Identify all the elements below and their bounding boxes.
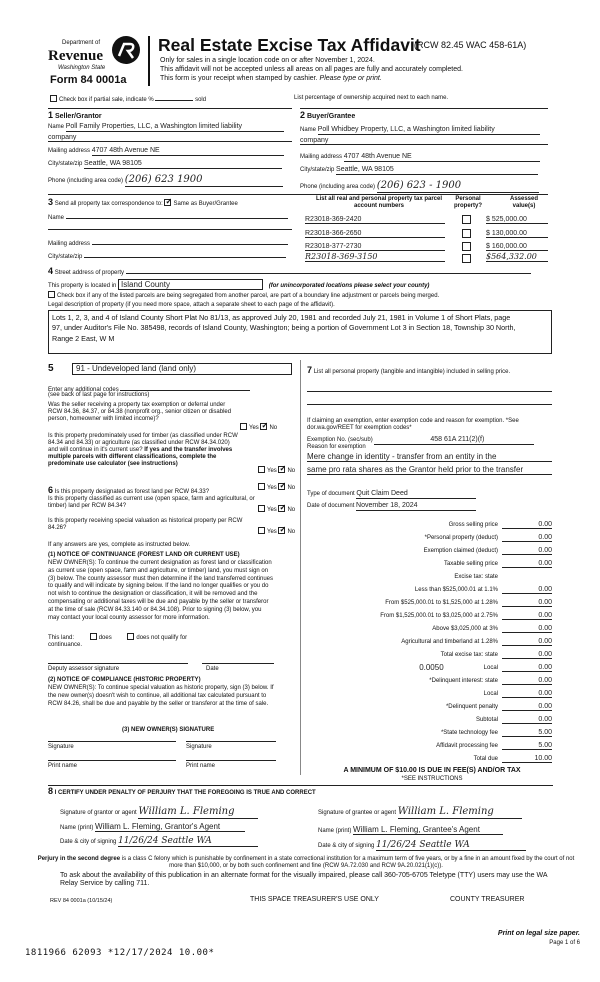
grantee-sig-row: Signature of grantee or agent William L. Fleming bbox=[318, 806, 558, 819]
taxable-price-field[interactable]: 0.00 bbox=[502, 560, 552, 568]
reason-label: Reason for exemption bbox=[307, 444, 366, 450]
total-due-field[interactable]: 10.00 bbox=[502, 755, 552, 763]
street-row: 4 Street address of property bbox=[48, 266, 548, 277]
seller-heading: 1 Seller/Grantor bbox=[48, 110, 102, 120]
additional-codes-field[interactable] bbox=[120, 384, 250, 391]
tech-fee-field[interactable]: 5.00 bbox=[502, 729, 552, 737]
parcel-number-1[interactable]: R23018-369-2420 bbox=[305, 216, 445, 224]
grantor-date-row: Date & city of signing 11/26/24 Seattle WA bbox=[60, 836, 300, 847]
seller-phone-label: Phone (including area code) bbox=[48, 178, 124, 184]
grantee-name-field[interactable]: William L. Fleming, Grantee's Agent bbox=[353, 825, 503, 835]
form-title: Real Estate Excise Tax Affidavit bbox=[158, 35, 421, 55]
new-owner-sig-heading: (3) NEW OWNER(S) SIGNATURE bbox=[122, 727, 215, 733]
partial-sale-row bbox=[50, 95, 206, 104]
personal-property-field-1[interactable] bbox=[307, 391, 552, 392]
buyer-mail-field[interactable]: 4707 48th Avenue NE bbox=[344, 153, 540, 162]
calc-row: Taxable selling price 0.00 bbox=[443, 560, 552, 568]
exemption-no-label: Exemption No. (sec/sub) bbox=[307, 437, 373, 443]
q-timber: Is this property predominately used for timber (as classified under RCW 84.34 and 84.33) or agriculture (as classified under RCW 84.34.020) and will continue in it's current use? If yes and the transfer involves multiple parcels with different classifications, complete the predominate use calculator (see instructions) bbox=[48, 433, 238, 467]
sec3-name-field-2[interactable] bbox=[48, 229, 292, 230]
grantor-name-field[interactable]: William L. Fleming, Grantor's Agent bbox=[95, 822, 245, 832]
buyer-phone-field[interactable]: (206) 623 - 1900 bbox=[377, 180, 539, 193]
personal-checkbox-4[interactable] bbox=[462, 254, 471, 263]
q-current-use-yes-checkbox[interactable] bbox=[258, 505, 265, 512]
buyer-name-field[interactable]: Poll Whidbey Property, LLC, a Washington limited liability bbox=[318, 126, 540, 135]
tax-corr-label: Send all property tax correspondence to: bbox=[54, 201, 163, 207]
ownership-note: List percentage of ownership acquired next to each name. bbox=[294, 95, 449, 101]
see-instructions-note: *SEE INSTRUCTIONS bbox=[401, 776, 463, 782]
grantor-name-row: Name (print) William L. Fleming, Grantor's Agent bbox=[60, 822, 300, 832]
delinq-interest-state-field[interactable]: 0.00 bbox=[502, 677, 552, 685]
sec3-mail-field[interactable] bbox=[92, 238, 288, 245]
header-note-3a: This form is your receipt when stamped by cashier. bbox=[160, 75, 318, 82]
personal-property-field-2[interactable] bbox=[307, 404, 552, 405]
located-label: This property is located in bbox=[48, 283, 117, 289]
calc-row: Excise tax: state bbox=[454, 574, 498, 581]
calc-row: Total excise tax: state 0.00 bbox=[440, 651, 552, 659]
q-historic-no-checkbox[interactable] bbox=[278, 527, 285, 534]
partial-sale-checkbox[interactable] bbox=[50, 95, 57, 102]
q-historic-answer: Yes ✓ No bbox=[258, 527, 295, 536]
parcel-value-2[interactable]: $ 130,000.00 bbox=[486, 230, 548, 238]
new-owner-signature-2[interactable] bbox=[186, 741, 276, 742]
q-exemption-no-checkbox[interactable] bbox=[260, 423, 267, 430]
continuance-label: continuance. bbox=[48, 642, 83, 648]
sec3-city-row bbox=[48, 251, 292, 261]
buyer-name-label: Name bbox=[300, 127, 317, 133]
calc-row: *Delinquent interest: state 0.00 bbox=[429, 677, 552, 685]
q-timber-answer: Yes ✓ No bbox=[258, 466, 295, 475]
reason-field-2[interactable]: same pro rata shares as the Grantor held prior to the transfer bbox=[307, 465, 552, 475]
q-forest-no-checkbox[interactable] bbox=[278, 483, 285, 490]
deputy-signature-label: Deputy assessor signature bbox=[48, 666, 120, 672]
county-select[interactable]: Island County bbox=[118, 279, 263, 290]
legal-desc-line-2: 97, under Auditor's File No. 385498, records of Island County, Washington; being a portion of Government Lot 3 in Section 18, Township 30 North, bbox=[52, 323, 516, 333]
doc-date-label: Date of document bbox=[307, 503, 355, 509]
grantor-sig-row: Signature of grantor or agent William L. Fleming bbox=[60, 806, 300, 819]
doc-type-label: Type of document bbox=[307, 491, 355, 497]
processing-fee-field[interactable]: 5.00 bbox=[502, 742, 552, 750]
personal-col-header: Personal property? bbox=[453, 196, 482, 209]
legal-desc-line-3: Range 2 East, W M bbox=[52, 333, 115, 343]
header-note-3 bbox=[160, 75, 382, 83]
buyer-city-label: City/state/zip bbox=[300, 167, 335, 173]
calc-row: Less than $525,000.01 at 1.1% 0.00 bbox=[414, 586, 552, 594]
if-yes-note: If any answers are yes, complete as instructed below. bbox=[48, 542, 191, 548]
header-note-3b: Please type or print. bbox=[319, 75, 382, 82]
new-owner-print-2[interactable] bbox=[186, 760, 276, 761]
personal-deduct-field[interactable]: 0.00 bbox=[502, 534, 552, 542]
gross-price-field[interactable]: 0.00 bbox=[502, 521, 552, 529]
located-row bbox=[48, 279, 429, 290]
grantor-date-field[interactable]: 11/26/24 Seattle WA bbox=[118, 836, 258, 847]
q-forest: 6 Is this property designated as forest land per RCW 84.33? bbox=[48, 485, 210, 495]
exemption-label: If claiming an exemption, enter exemption code and reason for exemption. *See dor.wa.gov/REET for exemption codes* bbox=[307, 418, 519, 431]
accessibility-notice: To ask about the availability of this publication in an alternate format for the visually impaired, please call 360-705-6705 Teletype (TTY) users may use the WA Relay Service by calling 711. bbox=[60, 872, 548, 888]
seller-city-row bbox=[48, 160, 292, 169]
q-current-use-answer: Yes ✓ No bbox=[258, 505, 295, 514]
total-state-field[interactable]: 0.00 bbox=[502, 651, 552, 659]
parcels-col-header: List all real and personal property tax parcel account numbers bbox=[315, 196, 443, 209]
doc-type-field[interactable]: Quit Claim Deed bbox=[356, 490, 476, 499]
q-historic: Is this property receiving special valuation as historical property per RCW 84.26? bbox=[48, 518, 243, 531]
deputy-date-field[interactable] bbox=[202, 663, 274, 664]
exemption-no-field[interactable]: 458 61A 211(2)(f) bbox=[374, 436, 534, 445]
deputy-date-label: Date bbox=[206, 666, 219, 672]
seller-mail-row bbox=[48, 147, 292, 156]
column-divider bbox=[300, 360, 301, 775]
buyer-phone-label: Phone (including area code) bbox=[300, 184, 376, 190]
local-tax-field[interactable]: 0.00 bbox=[502, 664, 552, 672]
sec3-mail-row bbox=[48, 238, 292, 248]
sec3-city-label: City/state/zip bbox=[48, 254, 83, 260]
calc-row: Total due 10.00 bbox=[473, 755, 552, 763]
same-as-buyer-label: Same as Buyer/Grantee bbox=[173, 201, 238, 207]
buyer-heading: 2 Buyer/Grantee bbox=[300, 110, 356, 120]
sec2-rule bbox=[300, 108, 548, 109]
agri-field[interactable]: 0.00 bbox=[502, 638, 552, 646]
see-back-note: (see back of last page for instructions) bbox=[48, 392, 150, 398]
calc-row: Above $3,025,000 at 3% 0.00 bbox=[432, 625, 552, 633]
doc-date-field[interactable]: November 18, 2024 bbox=[356, 502, 476, 511]
sec3-city-field[interactable] bbox=[84, 251, 286, 258]
value-col-header: Assessed value(s) bbox=[509, 196, 539, 209]
parcel-number-3[interactable]: R23018-377-2730 bbox=[305, 243, 445, 251]
parcel-value-4[interactable]: $564,332.00 bbox=[486, 252, 548, 262]
does-qualify-checkbox[interactable] bbox=[90, 633, 97, 640]
unincorporated-note: (for unincorporated locations please select your county) bbox=[268, 283, 430, 289]
calc-row: From $1,525,000.01 to $3,025,000 at 2.75% 0.00 bbox=[380, 612, 552, 620]
buyer-mail-label: Mailing address bbox=[300, 154, 343, 160]
land-use-code-select[interactable]: 91 - Undeveloped land (land only) bbox=[72, 363, 292, 375]
agency-name: Revenue bbox=[48, 48, 103, 64]
subtotal-field[interactable]: 0.00 bbox=[502, 716, 552, 724]
revision-label: REV 84 0001a (10/15/24) bbox=[50, 898, 113, 904]
seller-mail-field[interactable]: 4707 48th Avenue NE bbox=[92, 147, 284, 156]
q-current-use-no-checkbox[interactable] bbox=[278, 505, 285, 512]
state-label: Washington State bbox=[58, 65, 106, 71]
revenue-logo-icon bbox=[110, 34, 142, 66]
signature-label-2: Signature bbox=[186, 744, 212, 750]
sec3-name-label: Name bbox=[48, 215, 65, 221]
sec3-name-row bbox=[48, 212, 292, 222]
doc-date-row bbox=[307, 502, 476, 511]
perjury-notice: Perjury in the second degree is a class C felony which is punishable by confinement in a state correctional institution for a maximum term of five years, or by a fine in an amount fixed by the court of not more than $10,000, or by both such confinement and fine (RCW 9A.72.030 and RCW 9A.20.021(1)(c)). bbox=[37, 856, 575, 869]
legal-paper-note: Print on legal size paper. bbox=[497, 930, 580, 937]
tier2-field[interactable]: 0.00 bbox=[502, 599, 552, 607]
personal-checkbox-3[interactable] bbox=[462, 242, 471, 251]
legal-desc-label: Legal description of property (if you need more space, attach a separate sheet to each page of the affidavit). bbox=[48, 302, 335, 308]
segregated-checkbox[interactable] bbox=[48, 291, 55, 298]
grantee-name-row: Name (print) William L. Fleming, Grantee's Agent bbox=[318, 825, 558, 835]
this-land-row: This land: does does not qualify for bbox=[48, 635, 188, 641]
certify-statement: 8 I CERTIFY UNDER PENALTY OF PERJURY THAT THE FOREGOING IS TRUE AND CORRECT bbox=[48, 786, 316, 796]
legal-description-field[interactable] bbox=[48, 310, 552, 354]
calc-row: 0.0050 Local 0.00 bbox=[419, 663, 552, 672]
seller-name-row bbox=[48, 123, 292, 132]
delinq-interest-local-field[interactable]: 0.00 bbox=[502, 690, 552, 698]
buyer-phone-row bbox=[300, 180, 548, 193]
sec3-name-field[interactable] bbox=[66, 212, 288, 219]
q-forest-yes-checkbox[interactable] bbox=[258, 483, 265, 490]
calc-row: *Personal property (deduct) 0.00 bbox=[424, 534, 552, 542]
minimum-due-note: A MINIMUM OF $10.00 IS DUE IN FEE(S) AND/OR TAX bbox=[343, 767, 521, 774]
q-current-use: Is this property classified as current use (open space, farm and agricultural, or timber) land per RCW 84.34? bbox=[48, 496, 255, 509]
buyer-city-field[interactable]: Seattle, WA 98105 bbox=[336, 166, 538, 175]
buyer-name-row bbox=[300, 126, 548, 135]
new-owner-signature-1[interactable] bbox=[48, 741, 176, 742]
recording-stamp: 1811966 62093 *12/17/2024 10.00* bbox=[25, 948, 215, 958]
notice-continuance-body: NEW OWNER(S): To continue the current designation as forest land or classification as current use (open space, farm and agriculture, or timber) land, you must sign on (3) below. The county assessor must then determine if the land transferred continues to qualify and will indicate by signing below. If the land no longer qualifies or you do not wish to continue the designation or classification, it will be removed and the compensating or additional taxes will be due and payable by the seller or transferor at the time of sale (RCW 84.33.140 or 84.34.108). Prior to signing (3) below, you may contact your local county assessor for more information. bbox=[48, 560, 274, 621]
grantee-date-field[interactable]: 11/26/24 Seattle WA bbox=[376, 840, 526, 851]
calc-row: Local 0.00 bbox=[483, 690, 552, 698]
parcel-value-1[interactable]: $ 525,000.00 bbox=[486, 216, 548, 224]
buyer-mail-row bbox=[300, 153, 548, 162]
street-field[interactable] bbox=[126, 267, 531, 274]
segregated-row bbox=[48, 291, 553, 300]
calc-row: Agricultural and timberland at 1.28% 0.00 bbox=[401, 638, 552, 646]
tier4-field[interactable]: 0.00 bbox=[502, 625, 552, 633]
q-historic-yes-checkbox[interactable] bbox=[258, 527, 265, 534]
partial-percent-field[interactable] bbox=[155, 100, 193, 101]
grantee-signature-field[interactable]: William L. Fleming bbox=[398, 806, 522, 819]
reason-field-1[interactable]: Mere change in identity - transfer from an entity in the bbox=[307, 452, 552, 462]
sec3-rule bbox=[48, 194, 548, 195]
page-number: Page 1 of 6 bbox=[549, 940, 580, 946]
partial-sale-label: Check box if partial sale, indicate % bbox=[59, 97, 154, 103]
tier3-field[interactable]: 0.00 bbox=[502, 612, 552, 620]
q-forest-answer: Yes ✓ No bbox=[258, 483, 295, 492]
notice-continuance-heading: (1) NOTICE OF CONTINUANCE (FOREST LAND OR CURRENT USE) bbox=[48, 552, 240, 558]
calc-row: From $525,000.01 to $1,525,000 at 1.28% 0.00 bbox=[385, 599, 552, 607]
parcel-number-2[interactable]: R23018-366-2650 bbox=[305, 230, 445, 238]
header-divider bbox=[148, 36, 150, 86]
county-treasurer-label: COUNTY TREASURER bbox=[450, 896, 525, 903]
additional-codes-label: Enter any additional codes bbox=[48, 387, 119, 393]
treasurer-use-label: THIS SPACE TREASURER'S USE ONLY bbox=[250, 896, 379, 903]
q-exemption-answer: Yes ✓ No bbox=[240, 423, 277, 432]
tier1-field[interactable]: 0.00 bbox=[502, 586, 552, 594]
seller-phone-field[interactable]: (206) 623 1900 bbox=[125, 174, 283, 187]
seller-name-label: Name bbox=[48, 124, 65, 130]
new-owner-print-1[interactable] bbox=[48, 760, 176, 761]
seller-name-field[interactable]: Poll Family Properties, LLC, a Washington limited liability bbox=[66, 123, 284, 132]
calc-row: *State technology fee 5.00 bbox=[440, 729, 552, 737]
doc-type-row bbox=[307, 490, 476, 499]
rcw-reference: (RCW 82.45 WAC 458-61A) bbox=[414, 40, 527, 50]
tax-corr-row: 3 Send all property tax correspondence to: ✓ Same as Buyer/Grantee bbox=[48, 197, 238, 208]
personal-property-label: 7 List all personal property (tangible and intangible) included in selling price. bbox=[307, 365, 511, 375]
form-number: Form 84 0001a bbox=[50, 74, 127, 86]
parcel-number-4[interactable]: R23018-369-3150 bbox=[305, 252, 445, 262]
q-exemption: Was the seller receiving a property tax exemption or deferral under RCW 84.36, 84.37, or 84.38 (nonprofit org., senior citizen or disabled person, homeowner with limited income)? bbox=[48, 402, 232, 422]
seller-name-field-2[interactable]: company bbox=[48, 134, 292, 142]
personal-checkbox-2[interactable] bbox=[462, 229, 471, 238]
buyer-city-row bbox=[300, 166, 548, 175]
legal-desc-line-1: Lots 1, 2, 3, and 4 of Island County Short Plat No 81/13, as approved July 20, 1981 and recorded July 21, 1981 in Volume 1 of Short Plats, page bbox=[52, 313, 511, 322]
segregated-label: Check box if any of the listed parcels are being segregated from another parcel, are part of a boundary line adjustment or parcels being merged. bbox=[57, 293, 440, 299]
dept-label: Department of bbox=[62, 40, 101, 46]
personal-checkbox-1[interactable] bbox=[462, 215, 471, 224]
q-exemption-yes-checkbox[interactable] bbox=[240, 423, 247, 430]
grantor-signature-field[interactable]: William L. Fleming bbox=[138, 806, 258, 819]
does-not-qualify-checkbox[interactable] bbox=[127, 633, 134, 640]
calc-row: Affidavit processing fee 5.00 bbox=[436, 742, 552, 750]
signature-label-1: Signature bbox=[48, 744, 74, 750]
parcel-value-3[interactable]: $ 160,000.00 bbox=[486, 243, 548, 251]
notice-compliance-body: NEW OWNER(S): To continue special valuation as historic property, sign (3) below. If the new owner(s) doesn't wish to continue, all additional tax calculated pursuant to RCW 84.26, shall be due and payable by the seller or transferor at the time of sale. bbox=[48, 685, 274, 707]
tax-calc-table bbox=[307, 516, 552, 763]
grantee-date-row: Date & city of signing 11/26/24 Seattle WA bbox=[318, 840, 558, 851]
calc-row: Subtotal 0.00 bbox=[475, 716, 552, 724]
partial-sold-label: sold bbox=[195, 97, 207, 103]
q-timber-yes-checkbox[interactable] bbox=[258, 466, 265, 473]
calc-row: Gross selling price 0.00 bbox=[448, 521, 552, 529]
print-name-label-1: Print name bbox=[48, 763, 78, 769]
same-as-buyer-checkbox[interactable] bbox=[164, 199, 171, 206]
delinq-penalty-field[interactable]: 0.00 bbox=[502, 703, 552, 711]
seller-mail-label: Mailing address bbox=[48, 148, 91, 154]
street-label: Street address of property bbox=[54, 270, 125, 276]
deputy-signature-field[interactable] bbox=[48, 663, 188, 664]
sec3-mail-label: Mailing address bbox=[48, 241, 91, 247]
calc-row: Exemption claimed (deduct) 0.00 bbox=[423, 547, 552, 555]
sec1-rule bbox=[48, 108, 292, 109]
section5-number: 5 bbox=[48, 363, 54, 374]
seller-city-label: City/state/zip bbox=[48, 161, 83, 167]
q-timber-no-checkbox[interactable] bbox=[278, 466, 285, 473]
notice-compliance-heading: (2) NOTICE OF COMPLIANCE (HISTORIC PROPERTY) bbox=[48, 677, 201, 683]
seller-city-field[interactable]: Seattle, WA 98105 bbox=[84, 160, 282, 169]
seller-phone-row bbox=[48, 174, 292, 187]
calc-row: *Delinquent penalty 0.00 bbox=[445, 703, 552, 711]
header-note-2: This affidavit will not be accepted unless all areas on all pages are fully and accurately completed. bbox=[160, 66, 463, 73]
local-rate-field[interactable]: 0.0050 bbox=[419, 663, 444, 672]
buyer-name-field-2[interactable]: company bbox=[300, 137, 548, 145]
header-note-1: Only for sales in a single location code on or after November 1, 2024. bbox=[160, 57, 375, 64]
exemption-deduct-field[interactable]: 0.00 bbox=[502, 547, 552, 555]
print-name-label-2: Print name bbox=[186, 763, 216, 769]
